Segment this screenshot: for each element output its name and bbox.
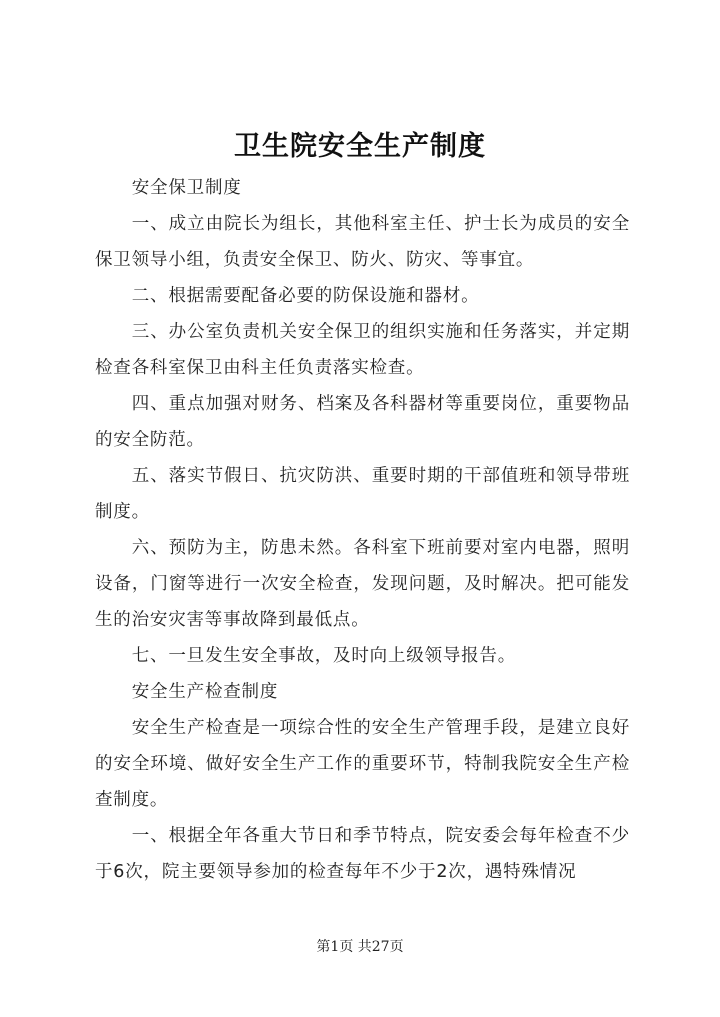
paragraph: 七、一旦发生安全事故，及时向上级领导报告。 bbox=[131, 646, 517, 666]
paragraph: 四、重点加强对财务、档案及各科器材等重要岗位，重要物品的安全防范。 bbox=[95, 394, 630, 450]
document-title: 卫生院安全生产制度 bbox=[234, 131, 486, 162]
paragraph: 三、办公室负责机关安全保卫的组织实施和任务落实，并定期检查各科室保卫由科主任负责落实检查。 bbox=[95, 322, 630, 378]
paragraph: 五、落实节假日、抗灾防洪、重要时期的干部值班和领导带班制度。 bbox=[95, 466, 630, 522]
document-body bbox=[95, 170, 630, 890]
section-heading-security: 安全保卫制度 bbox=[131, 178, 242, 198]
paragraph: 六、预防为主，防患未然。各科室下班前要对室内电器，照明设备，门窗等进行一次安全检查，发现问题，及时解决。把可能发生的治安灾害等事故降到最低点。 bbox=[95, 538, 630, 630]
paragraph: 一、根据全年各重大节日和季节特点，院安委会每年检查不少于6次，院主要领导参加的检查每年不少于2次，遇特殊情况 bbox=[95, 826, 630, 882]
section-heading-inspection: 安全生产检查制度 bbox=[131, 682, 279, 702]
page-footer: 第1页 共27页 bbox=[316, 939, 404, 955]
paragraph: 二、根据需要配备必要的防保设施和器材。 bbox=[131, 286, 480, 306]
paragraph: 一、成立由院长为组长，其他科室主任、护士长为成员的安全保卫领导小组，负责安全保卫、防火、防灾、等事宜。 bbox=[95, 214, 630, 270]
paragraph: 安全生产检查是一项综合性的安全生产管理手段，是建立良好的安全环境、做好安全生产工作的重要环节，特制我院安全生产检查制度。 bbox=[95, 718, 630, 810]
